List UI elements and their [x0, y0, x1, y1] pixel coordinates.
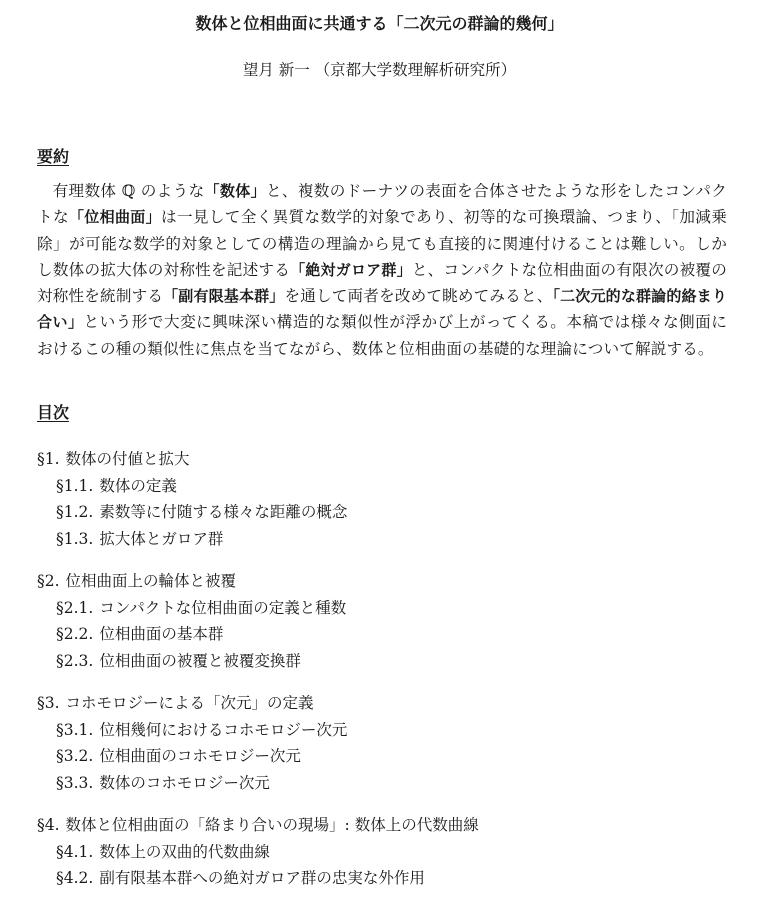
abstract-text: は一見して全く異質な数学的対象であり、初等的な可換環論、つまり、「加減乗除」が可能な数学的対象としての構造の理論から見ても直接的に関連付けることは難しい。しかし数体の拡大体の対称性を記述する [37, 208, 727, 279]
toc-label: 位相曲面のコホモロジー次元 [99, 747, 301, 765]
toc-number: §2.3. [56, 652, 94, 670]
toc-subsection [56, 772, 270, 794]
toc-subsection [56, 528, 223, 550]
toc-label: 位相曲面上の輪体と被覆 [65, 572, 237, 590]
toc-label: 数体の定義 [99, 477, 177, 495]
toc-number: §3.1. [56, 721, 94, 739]
toc-subsection [56, 867, 425, 889]
toc-number: §2. [37, 572, 60, 590]
toc-number: §3. [37, 694, 60, 712]
toc-label: コホモロジーによる「次元」の定義 [65, 694, 314, 712]
abstract-text: と、複数のドーナツの表面を合体させたような形をしたコンパクトな [37, 182, 727, 227]
toc-label: 数体のコホモロジー次元 [99, 774, 270, 792]
toc-label: 位相曲面の基本群 [99, 625, 224, 643]
toc-label: 拡大体とガロア群 [99, 530, 224, 548]
abstract-heading: 要約 [37, 147, 70, 166]
toc-label: 位相曲面の被覆と被覆変換群 [99, 652, 301, 670]
abstract-text: を通して両者を改めて眺めてみると、 [284, 287, 553, 306]
toc-number: §4.2. [56, 869, 94, 887]
toc-number: §1.1. [56, 477, 94, 495]
abstract-text: 有理数体 ℚ のような [52, 182, 205, 200]
toc-label: 数体上の双曲的代数曲線 [99, 843, 270, 861]
toc-subsection [56, 745, 301, 767]
toc-label: 数体の付値と拡大 [65, 450, 190, 468]
abstract-key-term: 「副有限基本群」 [163, 287, 285, 306]
toc-section [37, 692, 314, 714]
toc-number: §1. [37, 450, 60, 468]
abstract-paragraph [37, 178, 727, 362]
toc-subsection [56, 501, 347, 523]
toc-number: §2.1. [56, 599, 94, 617]
toc-label: 副有限基本群への絶対ガロア群の忠実な外作用 [99, 869, 425, 887]
toc-subsection [56, 650, 301, 672]
toc-section [37, 570, 236, 592]
toc-number: §1.2. [56, 503, 94, 521]
toc-number: §3.3. [56, 774, 94, 792]
toc-subsection [56, 475, 177, 497]
toc-subsection [56, 597, 346, 619]
toc-subsection [56, 841, 270, 863]
toc-number: §1.3. [56, 530, 94, 548]
paper-title: 数体と位相曲面に共通する「二次元の群論的幾何」 [195, 14, 564, 33]
abstract-key-term: 「位相曲面」 [68, 208, 161, 227]
toc-number: §3.2. [56, 747, 94, 765]
toc-number: §4. [37, 816, 60, 834]
author-line: 望月 新一 （京都大学数理解析研究所） [242, 61, 517, 79]
abstract-text: と、コンパクトな位相曲面の有限次の被覆の対称性を統制する [37, 260, 727, 306]
toc-label: 位相幾何におけるコホモロジー次元 [99, 721, 348, 739]
toc-subsection [56, 719, 347, 741]
toc-label: 素数等に付随する様々な距離の概念 [99, 503, 348, 521]
abstract-key-term: 「二次元的な群論的絡まり合い」 [37, 287, 727, 332]
toc-label: 数体と位相曲面の「絡まり合いの現場」: 数体上の代数曲線 [65, 816, 479, 834]
toc-section [37, 814, 479, 836]
toc-heading: 目次 [37, 403, 70, 422]
abstract-key-term: 「絶対ガロア群」 [290, 260, 412, 279]
toc-number: §4.1. [56, 843, 94, 861]
abstract-body [37, 178, 727, 362]
toc-subsection [56, 623, 223, 645]
toc-number: §2.2. [56, 625, 94, 643]
toc-section [37, 448, 190, 470]
abstract-text: という形で大変に興味深い構造的な類似性が浮かび上がってくる。本稿では様々な側面におけるこの種の類似性に焦点を当てながら、数体と位相曲面の基礎的な理論について解説する。 [37, 313, 727, 358]
toc-label: コンパクトな位相曲面の定義と種数 [99, 599, 347, 617]
abstract-key-term: 「数体」 [204, 182, 266, 200]
